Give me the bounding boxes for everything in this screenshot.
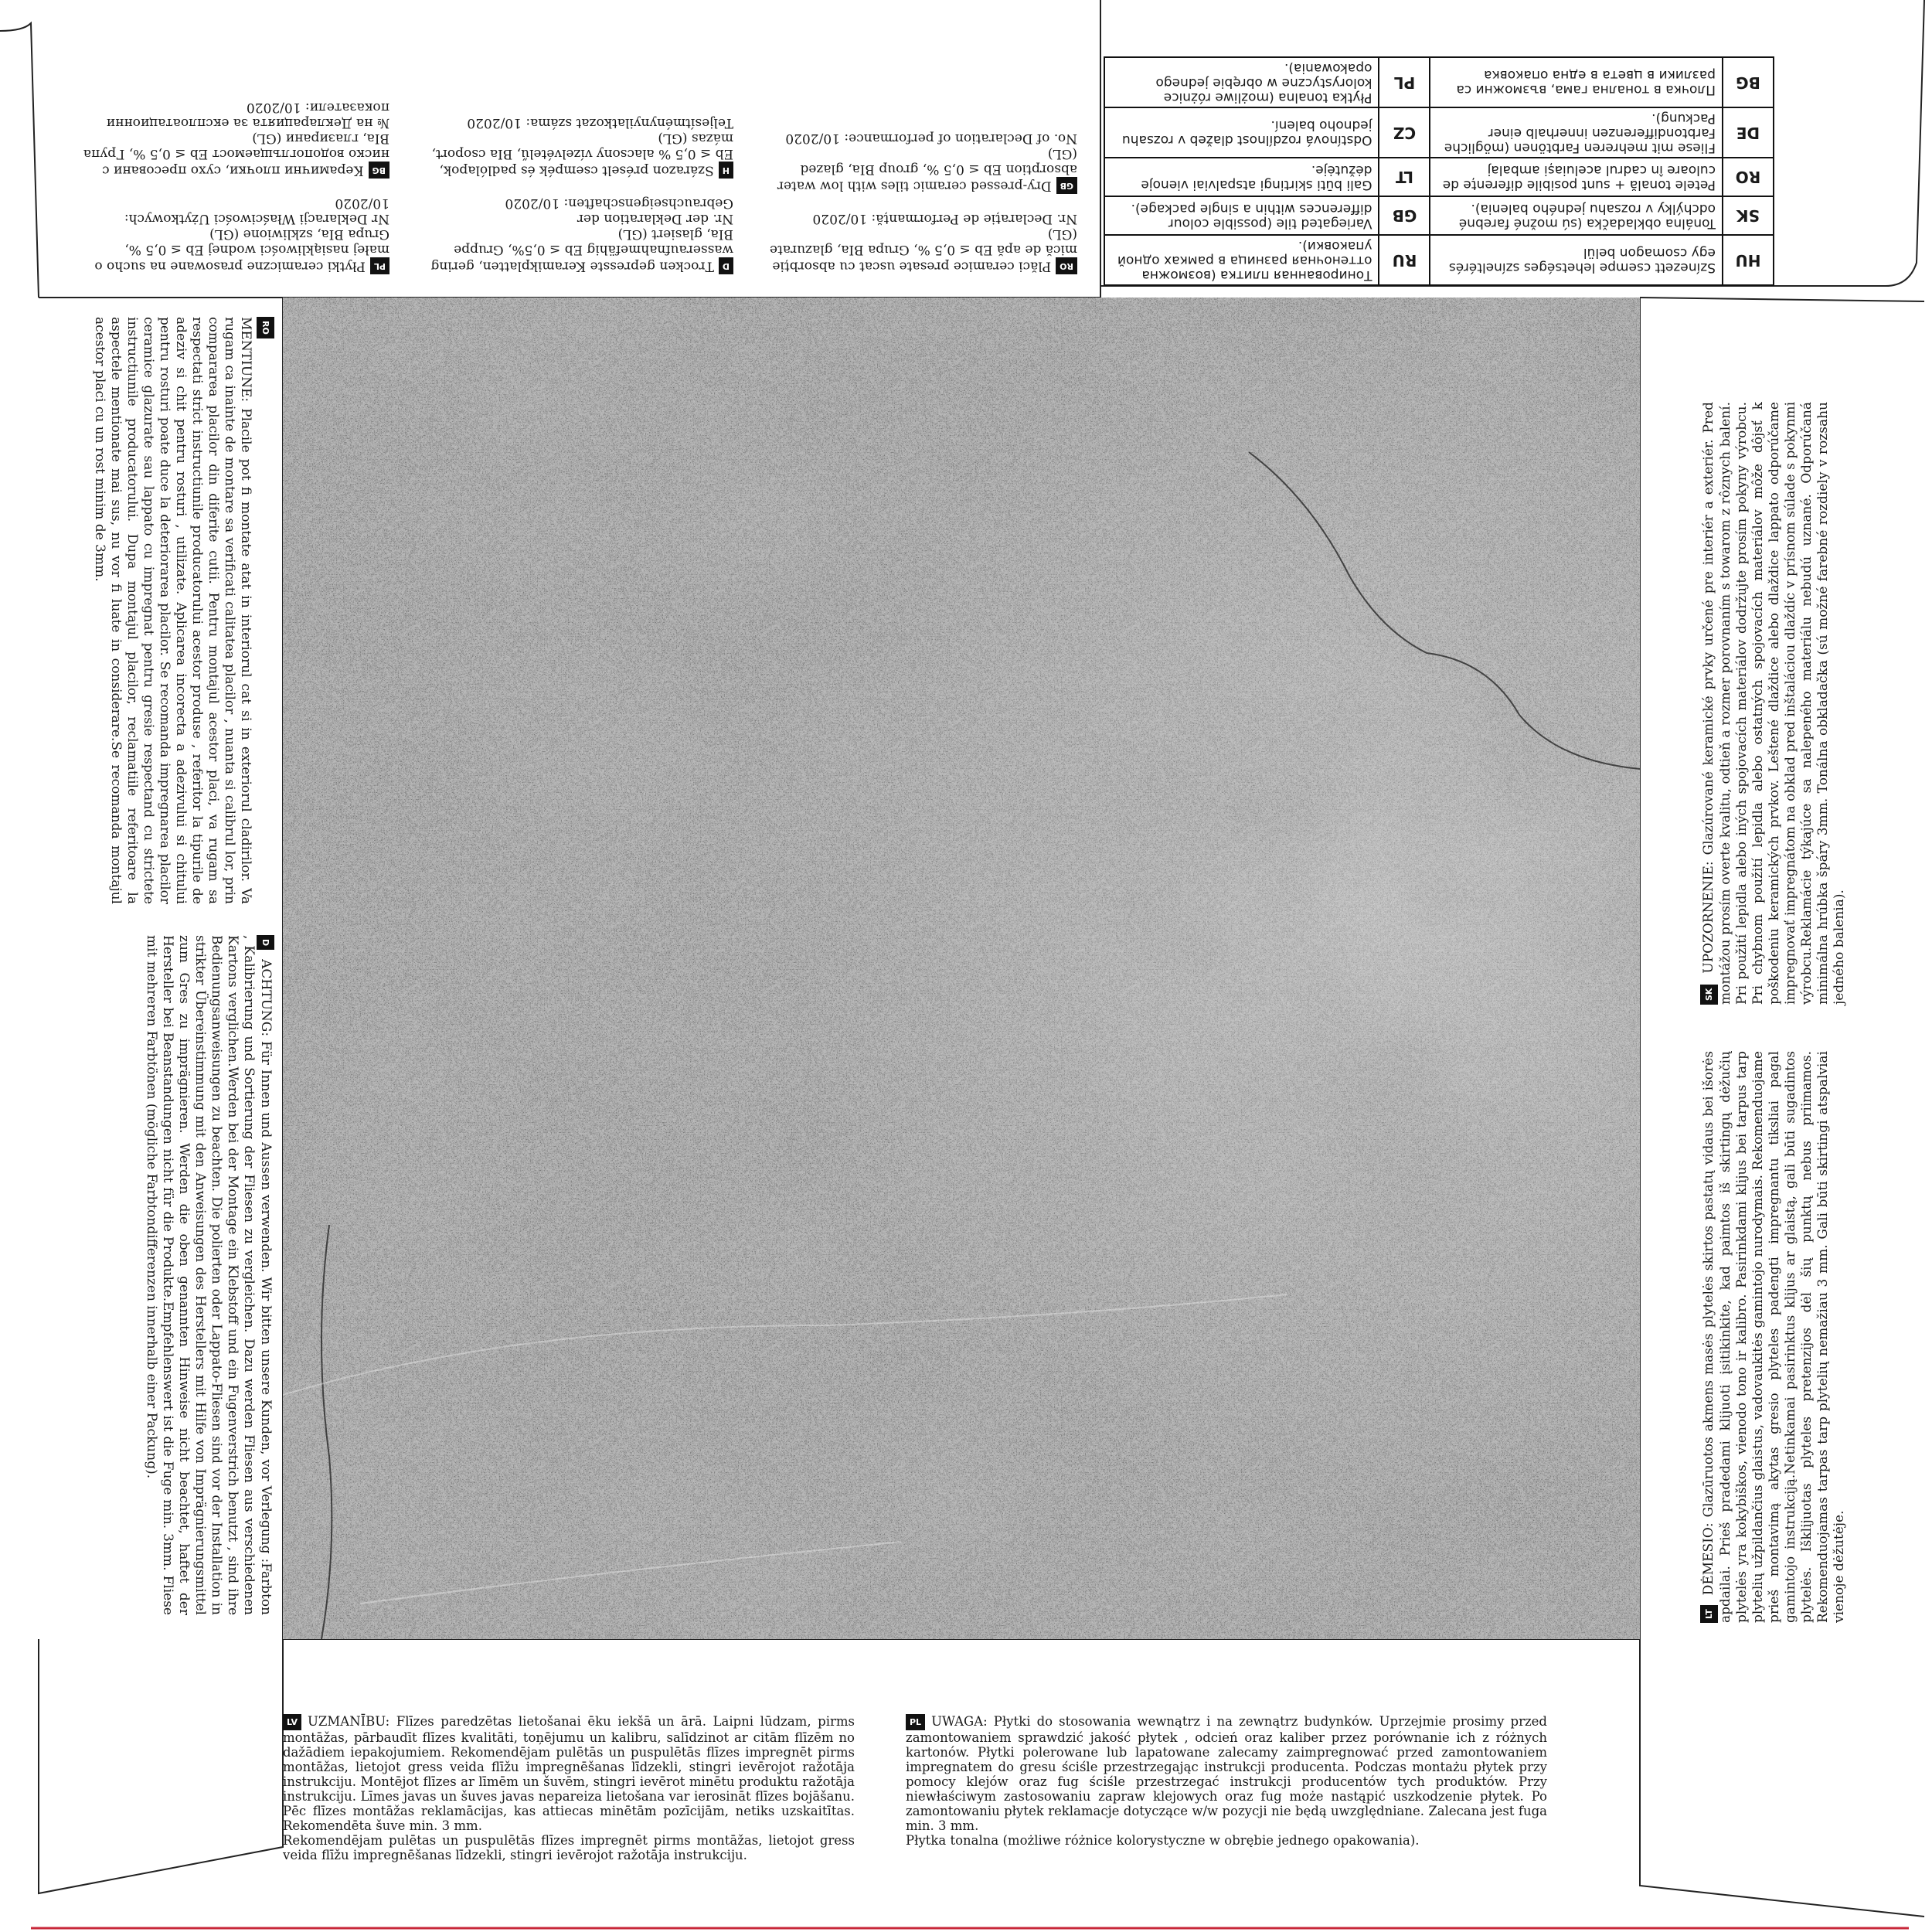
lang-tag-sk: SK bbox=[1700, 985, 1718, 1005]
warning-sk-text: UPOZORNENIE: Glazúrované keramické prvky určené pre interiér a exteriér. Pred montážou prosím overte kvalitu, odtieň a rozmer porovnaním s towarom z rôznych balení. Pri použití lepidla alebo iných spojovacích materiálov dodržujte prosím pokyny výrobcu. Pri chybnom použití lepidla alebo ostatných spojovacích materiálov môže dôjsť k poškodeniu keramických prvkov. Leštené dlaždice alebo dlaždice lappato odporúčame impregnovať impregnátom na obklad pred inštaláciou dlaždíc v prísnom súlade s pokynmi výrobcu.Reklamácie týkajúce sa nalepeného materiálu nebudú uznané. Odporúčaná minimálna hrúbka špáry 3mm. Tonálna obkladačka (sú možné farebné rozdiely v rozsahu jedného balenia). bbox=[1701, 402, 1847, 1005]
shade-table-panel bbox=[1104, 31, 1774, 286]
shade-code: GB bbox=[1379, 196, 1430, 235]
warning-d bbox=[143, 935, 274, 1615]
lang-tag-ro: RO bbox=[1056, 257, 1077, 274]
shade-code: HU bbox=[1723, 235, 1774, 285]
shade-code: PL bbox=[1379, 57, 1430, 107]
stone-texture bbox=[283, 298, 1640, 1639]
shade-text: Tonálna obkladačka (sú možné farebné odchýlky v rozsahu jedného balenia). bbox=[1430, 196, 1723, 235]
shade-code: RU bbox=[1379, 235, 1430, 285]
shade-row bbox=[1104, 57, 1774, 107]
top-col-d-h bbox=[424, 98, 733, 274]
spec-ro-text: Plăci ceramice presate uscat cu absorbție mică de apă Eb ≤ 0,5 %, Grupa BIa, glazurate (GL) bbox=[769, 226, 1077, 274]
shade-text: Gali būti skirtingi atspalviai vienoje dėžutėje. bbox=[1104, 158, 1379, 196]
shade-row bbox=[1104, 107, 1774, 158]
left-flap-text bbox=[43, 317, 274, 1631]
shade-code: CZ bbox=[1379, 107, 1430, 158]
warning-lv-text: UZMANĪBU: Flīzes paredzētas lietošanai ēku iekšā un ārā. Laipni lūdzam, pirms montāžas, pārbaudīt flīzes kvalitāti, toņējumu un kalibru, salīdzinot ar citām flīzēm no dažādiem iepakojumiem. Rekomendējam pulētās un puspulētās flīzes impregnēt pirms montāžas, lietojot gress veida flīžu impregnēšanas līdzekli, stingri ievērojot ražotāja instrukciju. Montējot flīzes ar līmēm un šuvēm, stingri ievērot minētu produktu ražotāja instrukciju. Līmes javas un šuves javas nepareiza lietošana var ierosināt flīzes bojāšanu. Pēc flīzes montāžas reklamācijas, kas attiecas minētām pozīcijām, netiks uzskaitītas. Rekomendēta šuve min. 3 mm. bbox=[283, 1714, 855, 1833]
warning-d-text: ACHTUNG: Für Innen und Aussen verwenden. Wir bitten unsere Kunden, vor Verlegung :Farbton , Kalibrierung und Sortierung der Fliesen zu vergleichen. Dazu werden Fliesen aus verschiedenen Kartons verglichen.Werden bei der Montage ein Klebstoff und ein Fugenverstrich benutzt , sind ihre Bedienungsanweisungen zu beachten. Die polierten oder Lappato-Fliesen sind vor der Installation in strikter Übereinstimmung mit den Anweisungen des Herstellers mit Hilfe von Imprägnierungsmittel zum Gres zu imprägnieren. Werden die oben genannten Hinweise nicht beachtet, haftet der Hersteller bei Beanstandungen nicht für die Produkte.Empfehlenswert ist die Fuge min. 3mm. Fliese mit mehreren Farbtönen (mögliche Farbtondifferenzen innerhalb einer Packung). bbox=[144, 935, 274, 1615]
shade-text: Variegated tile (possible colour differences within a single package). bbox=[1104, 196, 1379, 235]
spec-pl bbox=[80, 196, 389, 274]
spec-bg bbox=[80, 100, 389, 179]
warning-pl-text2: Płytka tonalna (możliwe różnice kolorystyczne w obrębie jednego opakowania). bbox=[906, 1833, 1420, 1848]
top-col-pl-bg bbox=[80, 83, 389, 274]
spec-pl-decl: Nr Deklaracji Właściwości Użytkowych: 10/2020 bbox=[124, 196, 389, 226]
lang-tag-pl: PL bbox=[370, 257, 389, 274]
shade-code: DE bbox=[1723, 107, 1774, 158]
spec-pl-text: Płytki ceramiczne prasowane na sucho o małej nasiąkliwości wodnej Eb ≤ 0,5 %, Grupa BIa, szkliwione (GL) bbox=[94, 226, 389, 274]
spec-bg-decl: № на Декларацията за експлоатационни показатели: 10/2020 bbox=[106, 100, 389, 131]
shade-row bbox=[1104, 196, 1774, 235]
lang-tag-pl: PL bbox=[906, 1714, 925, 1730]
lang-tag-d: D bbox=[719, 257, 733, 274]
right-flap-top bbox=[1640, 298, 1924, 301]
spec-d bbox=[424, 196, 733, 274]
warning-ro-text: MENTIUNE: Placile pot fi montate atat in interiorul cat si in exteriorul cladirilor. Va rugam ca inainte de montare sa verificati calitatea placilor , nuanta si calibrul lor, prin compararea placilor din diferite cutii. Pentru montajul acestor placi, va rugam sa respectati strict instructiunile producatorului acestor produse , referitor la tipurile de adeziv si chit pentru rosturi , utilizate. Aplicarea incorecta a adezivului si chitului pentru rosturi poate duce la deteriorarea placilor. Se recomanda impregnarea placilor ceramice glazurate sau lappato cu impregnat pentru gresie respectand cu strictete instructiunile producatorului. Dupa montajul placilor, reclamatiile referitoare la aspectele mentionate mai sus, nu vor fi luate in considerare.Se recomanda montajul acestor placi cu un rost minim de 3mm. bbox=[92, 317, 253, 904]
spec-h bbox=[424, 115, 733, 179]
warning-lt-text: DĖMESIO: Glazūruotos akmens masės plytelės skirtos pastatų vidaus bei išorės apdailai. Prieš pradedami klijuoti įsitikinkite, kad paimtos iš skirtingų dėžučių plytelės yra kokybiškos, vienodo tono ir kalibro. Pasirinkdami klijus bei tarpus tarp plytelių užpildančius glaistus, vadovaukitės gamintojo nurodymais. Rekomenduojame prieš montavimą akytas gresio plyteles padengti impregnantu tiksliai pagal gamintojo instrukciją.Netinkamai pasirinktus klijus ar glaistą, gali būti sugadintos plytelės. Išklijuotas plyteles pretenzijos dėl šių punktų nebus priimamos. Rekomenduojamas tarpas tarp plytelių nemažiau 3 mm. Gali būti skirtingi atspalviai vienoje dėžutėje. bbox=[1701, 1050, 1847, 1623]
shade-text: Fliese mit mehreren Farbtönen (mögliche Farbtondifferenzen innerhalb einer Packung). bbox=[1430, 107, 1723, 158]
spec-h-text: Szárazon préselt csempék és padlólapok, Eb ≤ 0,5 % alacsony vízelvételű, BIa csoport, mázas (GL) bbox=[431, 131, 733, 179]
stone-tile-image bbox=[283, 298, 1640, 1639]
warning-lv bbox=[283, 1714, 855, 1862]
bottom-left-flap bbox=[39, 1639, 283, 1893]
shade-code: RO bbox=[1723, 158, 1774, 196]
spec-gb-decl: No. of Declaration of performance: 10/2020 bbox=[785, 131, 1077, 146]
shade-text: Плочка в тонална гама, възможни са разлики в цвета в една опаковка bbox=[1430, 57, 1723, 107]
shade-row bbox=[1104, 235, 1774, 285]
lang-tag-ro: RO bbox=[257, 317, 274, 338]
warning-sk bbox=[1700, 402, 1848, 1005]
lang-tag-bg: BG bbox=[369, 162, 389, 179]
shade-text: Színezett csempe lehetséges színeltérés egy csomagon belül bbox=[1430, 235, 1723, 285]
warning-ro bbox=[91, 317, 274, 904]
spec-h-decl: Teljesítménynyilatkozat száma: 10/2020 bbox=[467, 115, 733, 131]
shade-variation-table bbox=[1104, 56, 1774, 286]
shade-code: BG bbox=[1723, 57, 1774, 107]
spec-d-text: Trocken gepresste Keramikplatten, gering wasseraufnahmefähig Eb ≤ 0,5%, Gruppe BIa, glasiert (GL) bbox=[430, 226, 733, 274]
top-flap bbox=[39, 0, 1100, 298]
shade-text: Płytka tonalna (możliwe różnice kolorystyczne w obrębie jednego opakowania). bbox=[1104, 57, 1379, 107]
warning-lv-text2: Rekomendējam pulētas un puspulētās flīzes impregnēt pirms montāžas, lietojot gress veida flīžu impregnēšanas līdzekli, stingri ievērojot ražotāja instrukciju. bbox=[283, 1833, 855, 1862]
spec-bg-text: Керамични плочки, сухо пресовани с ниско водопоглъщаемост Eb ≤ 0,5 %, Група BIa, глазирани (GL) bbox=[83, 131, 389, 179]
lang-tag-h: H bbox=[719, 162, 733, 179]
spec-d-decl: Nr. der Deklaration der Gebrauchseigenschaften: 10/2020 bbox=[505, 196, 733, 226]
left-flap-edge bbox=[0, 23, 39, 298]
shade-text: Odstínová rozdílnost dlažeb v rozsahu jednoho balení. bbox=[1104, 107, 1379, 158]
shade-row bbox=[1104, 158, 1774, 196]
shade-text: Petele tonală + sunt posibile diferențe de culoare în cadrul aceluiași ambalaj bbox=[1430, 158, 1723, 196]
warning-pl-text: UWAGA: Płytki do stosowania wewnątrz i na zewnątrz budynków. Uprzejmie prosimy przed zamontowaniem sprawdzić jakość płytek , odcień oraz kaliber przez porównanie ich z różnych kartonów. Płytki polerowane lub lapatowane zalecamy zaimpregnować przed zamontowaniem impregnatem do gresu ściśle przestrzegając instrukcji producenta. Podczas montażu płytek przy pomocy klejów oraz fug ściśle przestrzegać instrukcji producentów tych produktów. Przy niewłaściwym zastosowaniu zapraw klejowych oraz fug może nastąpić uszkodzenie płytek. Po zamontowaniu płytek reklamacje dotyczące w/w pozycji nie będą uwzględniane. Zalecana jest fuga min. 3 mm. bbox=[906, 1714, 1547, 1833]
warning-pl bbox=[906, 1714, 1547, 1848]
spec-ro bbox=[768, 211, 1077, 274]
lang-tag-gb: GB bbox=[1056, 177, 1077, 194]
spec-gb bbox=[768, 131, 1077, 194]
shade-code: SK bbox=[1723, 196, 1774, 235]
lang-tag-d: D bbox=[257, 935, 274, 950]
spec-gb-text: Dry-pressed ceramic tiles with low water absorption Eb ≤ 0,5 %, group BIa, glazed (GL) bbox=[777, 146, 1077, 194]
right-flap-text bbox=[1700, 386, 1893, 1623]
lang-tag-lt: LT bbox=[1700, 1605, 1718, 1623]
top-col-ro-gb bbox=[768, 114, 1077, 274]
shade-text: Тонированная плитка (возможна оттеночная разница в рамках одной упаковки). bbox=[1104, 235, 1379, 285]
shade-code: LT bbox=[1379, 158, 1430, 196]
warning-lt bbox=[1700, 1051, 1848, 1623]
lang-tag-lv: LV bbox=[283, 1714, 301, 1730]
spec-ro-decl: Nr. Declarație de Performanță: 10/2020 bbox=[812, 211, 1077, 226]
bottom-right-flap bbox=[1640, 1639, 1924, 1917]
